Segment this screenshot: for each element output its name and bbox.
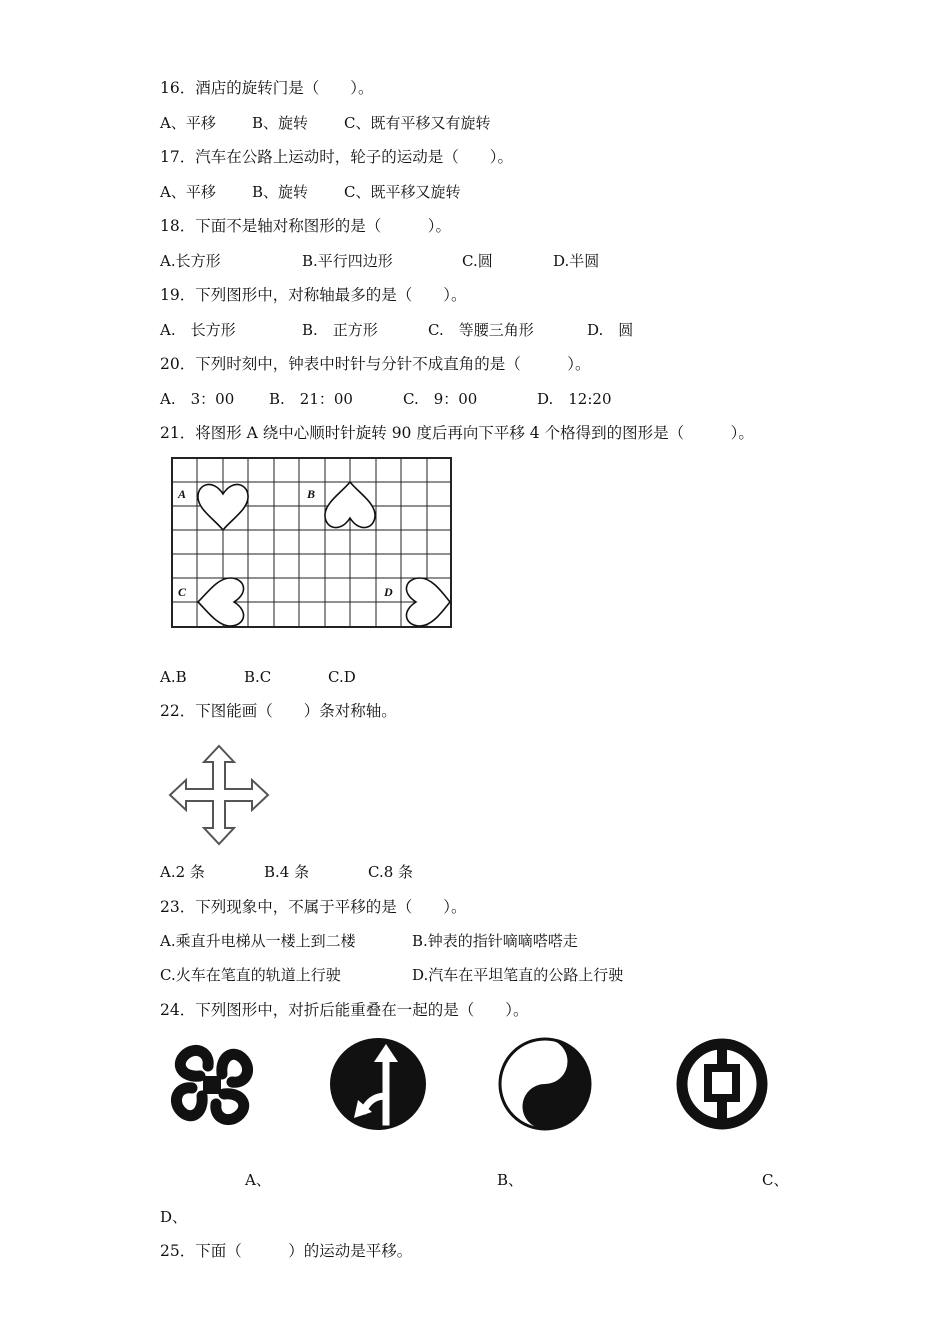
- q23-stem: 23．下列现象中，不属于平移的是（ ）。: [160, 898, 467, 916]
- q20-option-b: B. 21：00: [269, 390, 353, 408]
- q22-option-a: A.2 条: [160, 863, 205, 881]
- q20-option-a: A. 3：00: [160, 390, 235, 408]
- q21-stem: 21．将图形 A 绕中心顺时针旋转 90 度后再向下平移 4 个格得到的图形是（ ）。: [160, 424, 754, 442]
- q21-option-c: C.D: [328, 668, 356, 686]
- q23-option-d: D.汽车在平坦笔直的公路上行驶: [412, 966, 624, 984]
- q19-stem: 19．下列图形中，对称轴最多的是（ ）。: [160, 286, 467, 304]
- q21-grid-figure: [170, 456, 454, 630]
- q16-option-a: A、平移: [160, 114, 216, 132]
- q17-option-c: C、既平移又旋转: [344, 183, 461, 201]
- q24-figure-d-bank-logo: [672, 1036, 772, 1132]
- q17-stem: 17．汽车在公路上运动时，轮子的运动是（ ）。: [160, 148, 513, 166]
- q24-option-c: C、: [762, 1171, 789, 1189]
- q17-option-b: B、旋转: [252, 183, 309, 201]
- grid-label-c: C: [178, 585, 187, 599]
- q22-option-c: C.8 条: [368, 863, 414, 881]
- q18-stem: 18．下面不是轴对称图形的是（ ）。: [160, 217, 451, 235]
- four-arrow-shape: [170, 746, 268, 844]
- q20-option-d: D. 12:20: [537, 390, 612, 408]
- q16-option-b: B、旋转: [252, 114, 309, 132]
- q17-option-a: A、平移: [160, 183, 216, 201]
- q18-option-a: A.长方形: [160, 252, 221, 270]
- q19-option-a: A. 长方形: [160, 321, 236, 339]
- q20-stem: 20．下列时刻中，钟表中时针与分针不成直角的是（ ）。: [160, 355, 591, 373]
- q19-option-c: C. 等腰三角形: [428, 321, 534, 339]
- q24-option-a: A、: [245, 1171, 271, 1189]
- q18-option-c: C.圆: [462, 252, 493, 270]
- q24-figure-c-yin-yang: [495, 1036, 595, 1132]
- q22-stem: 22．下图能画（ ）条对称轴。: [160, 702, 397, 720]
- q23-option-b: B.钟表的指针嘀嘀嗒嗒走: [412, 932, 578, 950]
- q24-option-b: B、: [497, 1171, 524, 1189]
- q18-option-d: D.半圆: [553, 252, 600, 270]
- q25-stem: 25．下面（ ）的运动是平移。: [160, 1242, 413, 1260]
- q22-four-arrow-figure: [168, 744, 270, 846]
- q16-stem: 16．酒店的旋转门是（ ）。: [160, 79, 374, 97]
- q24-option-d: D、: [160, 1208, 188, 1226]
- q24-stem: 24．下列图形中，对折后能重叠在一起的是（ ）。: [160, 1001, 529, 1019]
- q23-option-c: C.火车在笔直的轨道上行驶: [160, 966, 341, 984]
- q20-option-c: C. 9：00: [403, 390, 478, 408]
- q21-option-a: A.B: [160, 668, 187, 686]
- q16-option-c: C、既有平移又有旋转: [344, 114, 491, 132]
- grid-label-d: D: [384, 585, 393, 599]
- q19-option-b: B. 正方形: [302, 321, 378, 339]
- grid-label-b: B: [307, 487, 316, 501]
- q24-figure-a-knot-logo: [162, 1036, 262, 1132]
- q22-option-b: B.4 条: [264, 863, 310, 881]
- q18-option-b: B.平行四边形: [302, 252, 393, 270]
- q19-option-d: D. 圆: [587, 321, 634, 339]
- q23-option-a: A.乘直升电梯从一楼上到二楼: [160, 932, 356, 950]
- grid-label-a: A: [178, 487, 187, 501]
- q21-option-b: B.C: [244, 668, 272, 686]
- q24-figure-b-road-sign: [328, 1036, 428, 1132]
